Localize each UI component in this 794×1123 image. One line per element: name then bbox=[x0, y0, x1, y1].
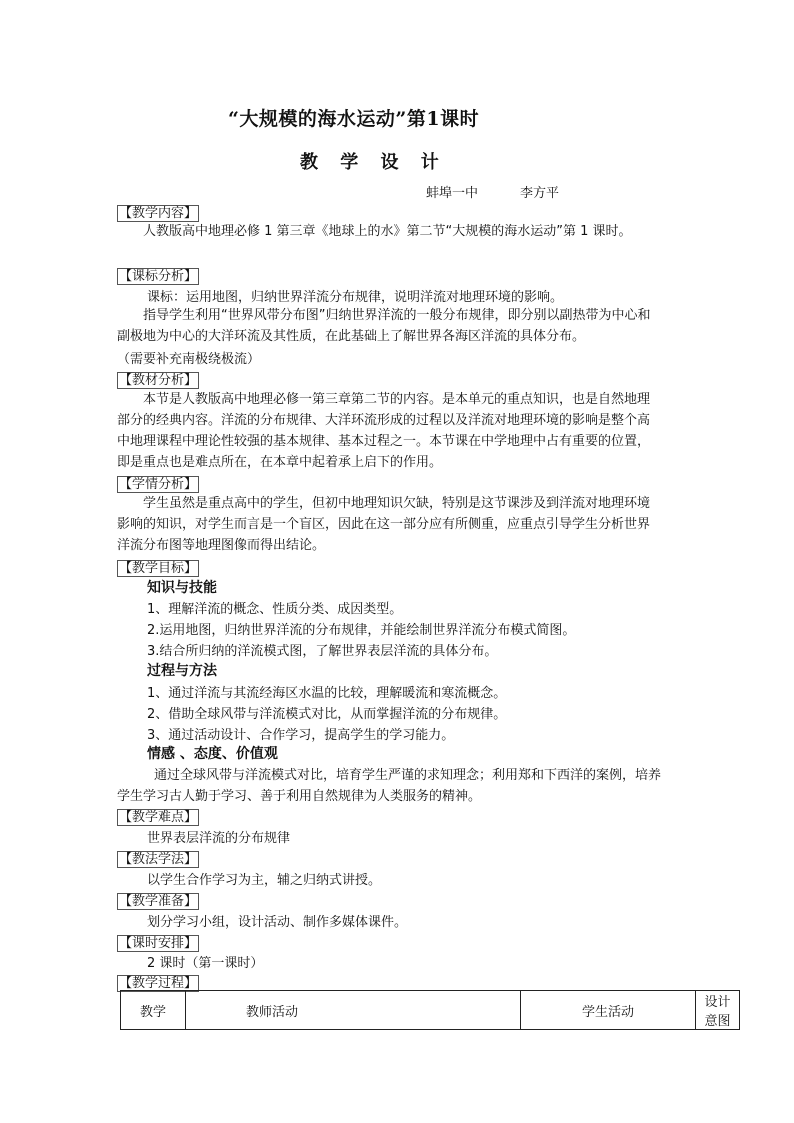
students-text: 学生虽然是重点高中的学生，但初中地理知识欠缺，特别是这节课涉及到洋流对地理环境影响的知识，对学生而言是一个盲区，因此在这一部分应有所侧重，应重点引导学生分析世界洋流分布图等地理图像而得出结论。 bbox=[117, 496, 651, 553]
content-text: 人教版高中地理必修 1 第三章《地球上的水》第二节“大规模的海水运动”第 1 课时。 bbox=[143, 224, 632, 239]
table-header-cell: 教师活动 bbox=[186, 991, 521, 1030]
standard-line: 课标：运用地图，归纳世界洋流分布规律，说明洋流对地理环境的影响。 bbox=[147, 290, 564, 305]
schedule-text: 2 课时（第一课时） bbox=[147, 956, 264, 971]
document-subtitle: 教 学 设 计 bbox=[300, 152, 447, 173]
textbook-text: 本节是人教版高中地理必修一第三章第二节的内容。是本单元的重点知识，也是自然地理部分的经典内容。洋流的分布规律、大洋环流形成的过程以及洋流对地理环境的影响是整个高中地理课程中理论性较强的基本规律、基本过程之一。本节课在中学地理中占有重要的位置，即是重点也是难点所在，在本章中起着承上启下的作用。 bbox=[117, 392, 651, 470]
table-header-cell: 教学 bbox=[121, 991, 186, 1030]
emotion-title: 情感 、态度、价值观 bbox=[147, 746, 278, 762]
table-header-cell: 设计意图 bbox=[696, 991, 740, 1030]
process-item: 2、借助全球风带与洋流模式对比，从而掌握洋流的分布规律。 bbox=[147, 707, 507, 722]
section-header-content: 【教学内容】 bbox=[119, 206, 198, 221]
knowledge-item: 3.结合所归纳的洋流模式图，了解世界表层洋流的具体分布。 bbox=[147, 644, 498, 659]
process-item: 1、通过洋流与其流经海区水温的比较，理解暖流和寒流概念。 bbox=[147, 686, 507, 701]
section-header-prep: 【教学准备】 bbox=[119, 894, 198, 909]
knowledge-skill-title: 知识与技能 bbox=[147, 580, 217, 596]
standard-note: （需要补充南极绕极流） bbox=[117, 352, 261, 367]
prep-text: 划分学习小组，设计活动、制作多媒体课件。 bbox=[147, 915, 408, 930]
standard-paragraph: 指导学生利用“世界风带分布图”归纳世界洋流的一般分布规律，即分别以副热带为中心和副极地为中心的大洋环流及其性质，在此基础上了解世界各海区洋流的具体分布。 bbox=[117, 308, 651, 344]
process-item: 3、通过活动设计、合作学习，提高学生的学习能力。 bbox=[147, 728, 455, 743]
document-title: “大规模的海水运动”第1课时 bbox=[228, 108, 480, 130]
knowledge-item: 2.运用地图，归纳世界洋流的分布规律，并能绘制世界洋流分布模式简图。 bbox=[147, 623, 576, 638]
school-name: 蚌埠一中 bbox=[426, 186, 479, 201]
teaching-process-table bbox=[120, 990, 740, 1030]
process-method-title: 过程与方法 bbox=[147, 663, 217, 679]
section-header-goals: 【教学目标】 bbox=[119, 561, 198, 576]
table-header-row bbox=[121, 991, 740, 1030]
emotion-text: 通过全球风带与洋流模式对比，培育学生严谨的求知理念；利用郑和下西洋的案例，培养学生学习古人勤于学习、善于利用自然规律为人类服务的精神。 bbox=[117, 768, 662, 804]
section-header-students: 【学情分析】 bbox=[119, 477, 198, 492]
table-header-cell: 学生活动 bbox=[521, 991, 696, 1030]
difficulty-text: 世界表层洋流的分布规律 bbox=[147, 831, 291, 846]
section-header-process: 【教学过程】 bbox=[119, 976, 198, 991]
section-header-method: 【教法学法】 bbox=[119, 852, 198, 867]
section-header-standard: 【课标分析】 bbox=[119, 269, 198, 284]
knowledge-item: 1、理解洋流的概念、性质分类、成因类型。 bbox=[147, 602, 403, 617]
method-text: 以学生合作学习为主，辅之归纳式讲授。 bbox=[147, 873, 382, 888]
section-header-difficulty: 【教学难点】 bbox=[119, 810, 198, 825]
section-header-textbook: 【教材分析】 bbox=[119, 373, 198, 388]
section-header-schedule: 【课时安排】 bbox=[119, 936, 198, 951]
author-name: 李方平 bbox=[520, 186, 560, 201]
